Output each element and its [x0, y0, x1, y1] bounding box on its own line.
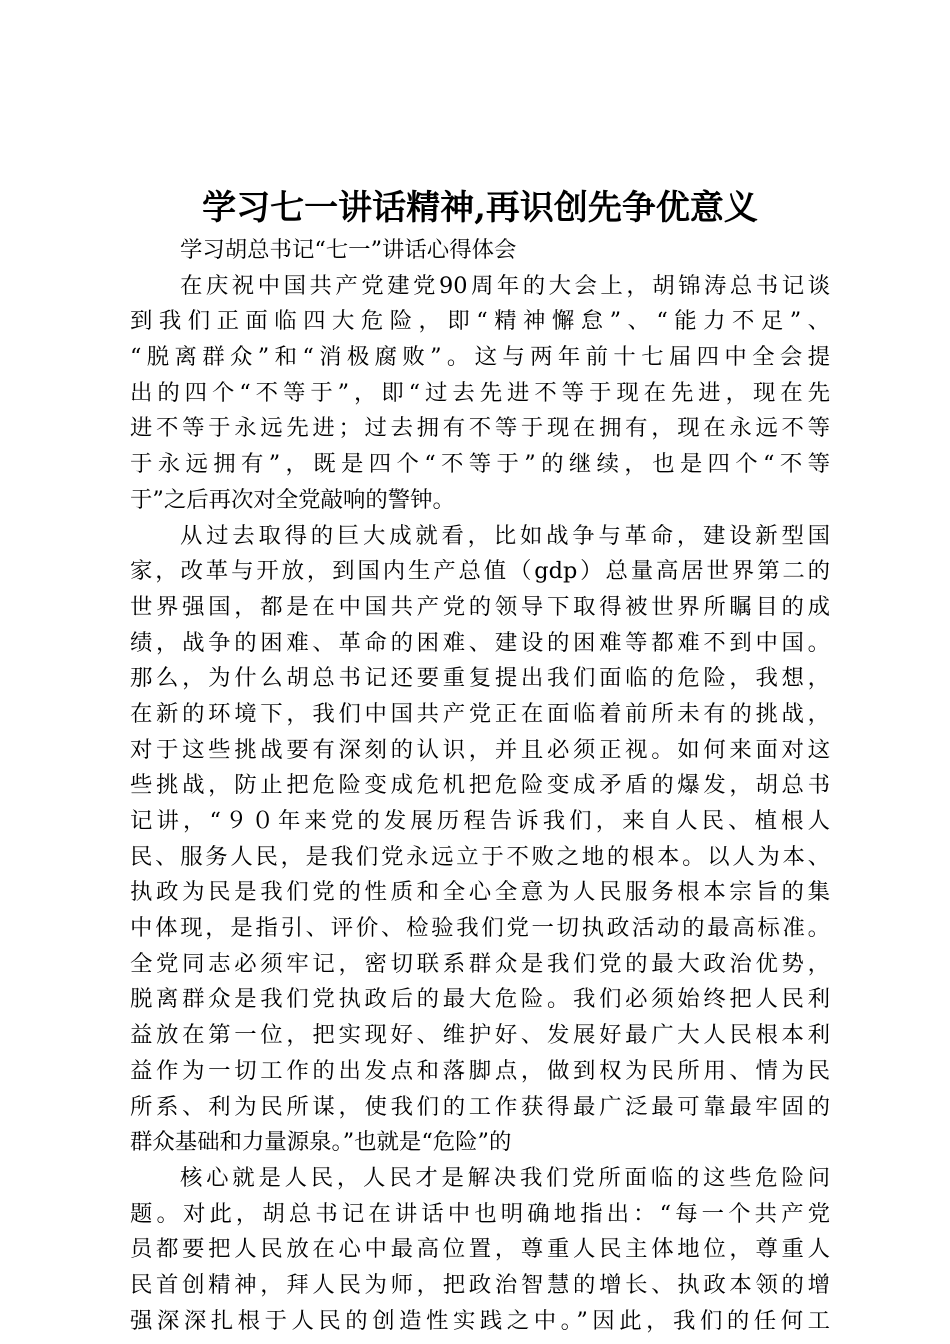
text-line: 强深深扎根于人民的创造性实践之中。”因此，我们的任何工: [130, 1307, 830, 1334]
document-body: [130, 233, 830, 1339]
text-line: 民、服务人民，是我们党永远立于不败之地的根本。以人为本、: [130, 843, 830, 870]
text-line: 学习胡总书记“七一”讲话心得体会: [180, 237, 517, 263]
text-line: 进不等于永远先进；过去拥有不等于现在拥有，现在永远不等: [130, 415, 830, 442]
text-line: 民首创精神，拜人民为师，把政治智慧的增长、执政本领的增: [130, 1271, 830, 1298]
text-line: 所系、利为民所谋，使我们的工作获得最广泛最可靠最牢固的: [130, 1093, 830, 1120]
text-line: 员都要把人民放在心中最高位置，尊重人民主体地位，尊重人: [130, 1236, 830, 1263]
text-line: 核心就是人民，人民才是解决我们党所面临的这些危险问: [180, 1164, 830, 1191]
text-line: 在新的环境下，我们中国共产党正在面临着前所未有的挑战，: [130, 700, 830, 727]
text-line: 益放在第一位，把实现好、维护好、发展好最广大人民根本利: [130, 1022, 830, 1049]
text-line: 记讲，“９０年来党的发展历程告诉我们，来自人民、植根人: [130, 808, 830, 834]
text-line: 在庆祝中国共产党建党90周年的大会上，胡锦涛总书记谈: [180, 272, 830, 299]
text-line: 题。对此，胡总书记在讲话中也明确地指出：“每一个共产党: [130, 1200, 830, 1227]
text-line: 于”之后再次对全党敲响的警钟。: [130, 486, 455, 513]
text-line: 脱离群众是我们党执政后的最大危险。我们必须始终把人民利: [130, 986, 830, 1013]
text-line: 执政为民是我们党的性质和全心全意为人民服务根本宗旨的集: [130, 879, 830, 906]
text-line: 那么，为什么胡总书记还要重复提出我们面临的危险，我想，: [130, 665, 830, 692]
text-line: “脱离群众”和“消极腐败”。这与两年前十七届四中全会提: [130, 344, 830, 371]
text-line: 绩，战争的困难、革命的困难、建设的困难等都难不到中国。: [130, 629, 830, 656]
text-line: 于永远拥有”，既是四个“不等于”的继续，也是四个“不等: [130, 451, 830, 478]
text-line: 对于这些挑战要有深刻的认识，并且必须正视。如何来面对这: [130, 736, 830, 763]
text-line: 到我们正面临四大危险，即“精神懈怠”、“能力不足”、: [130, 308, 830, 335]
text-line: 中体现，是指引、评价、检验我们党一切执政活动的最高标准。: [130, 915, 830, 942]
text-line: 出的四个“不等于”，即“过去先进不等于现在先进，现在先: [130, 379, 830, 406]
text-line: 全党同志必须牢记，密切联系群众是我们党的最大政治优势，: [130, 950, 830, 977]
text-line: 些挑战，防止把危险变成危机把危险变成矛盾的爆发，胡总书: [130, 772, 830, 799]
text-line: 世界强国，都是在中国共产党的领导下取得被世界所瞩目的成: [130, 593, 830, 620]
text-line: 群众基础和力量源泉。”也就是“危险”的: [130, 1129, 512, 1156]
text-line: 益作为一切工作的出发点和落脚点，做到权为民所用、情为民: [130, 1057, 830, 1084]
document-title: 学习七一讲话精神,再识创先争优意义: [202, 188, 758, 228]
text-line: 从过去取得的巨大成就看，比如战争与革命，建设新型国: [180, 522, 830, 549]
text-line: 家，改革与开放，到国内生产总值（gdp）总量高居世界第二的: [130, 558, 830, 585]
